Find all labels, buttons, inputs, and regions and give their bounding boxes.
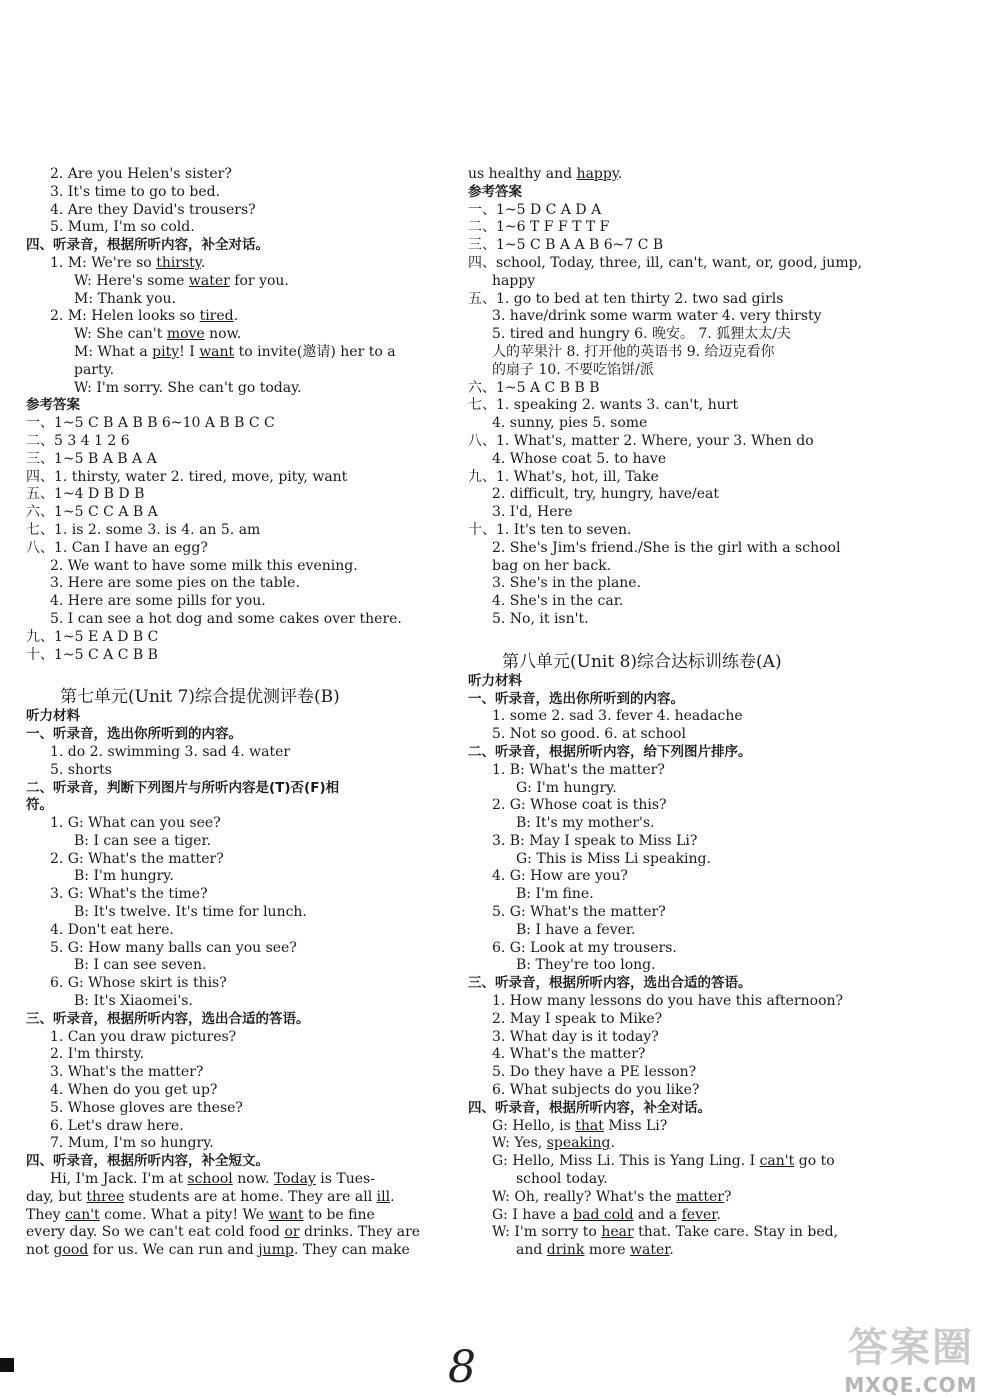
underlined-answer: fever bbox=[681, 1206, 717, 1223]
text-line bbox=[26, 273, 438, 291]
text-line bbox=[468, 762, 880, 780]
text-segment: 一、听录音，选出你所听到的内容。 bbox=[26, 726, 242, 743]
text-segment: W: Yes, bbox=[492, 1135, 547, 1152]
text-line bbox=[26, 1171, 438, 1189]
text-line bbox=[26, 486, 438, 504]
text-segment: 6. G: Whose skirt is this? bbox=[50, 975, 227, 992]
text-segment: 参考答案 bbox=[26, 397, 80, 414]
text-line bbox=[468, 362, 880, 380]
text-segment: 八、1. Can I have an egg? bbox=[26, 539, 208, 556]
text-segment: to be fine bbox=[303, 1206, 375, 1223]
text-line bbox=[26, 904, 438, 922]
text-line bbox=[468, 451, 880, 469]
text-line bbox=[468, 940, 880, 958]
text-segment: 3. What day is it today? bbox=[492, 1028, 659, 1045]
text-line bbox=[26, 1082, 438, 1100]
text-segment: 七、1. is 2. some 3. is 4. an 5. am bbox=[26, 521, 261, 538]
text-segment: 六、1~5 A C B B B bbox=[468, 379, 600, 396]
text-segment: 三、听录音，根据所听内容，选出合适的答语。 bbox=[26, 1010, 310, 1027]
text-line bbox=[468, 708, 880, 726]
text-line bbox=[468, 904, 880, 922]
text-segment: every day. So we can't eat cold food bbox=[26, 1224, 285, 1241]
edge-mark bbox=[0, 1358, 14, 1372]
text-segment: drinks. They are bbox=[299, 1224, 421, 1241]
text-segment: 三、1~5 C B A A B 6~7 C B bbox=[468, 237, 664, 254]
text-segment: 1. Can you draw pictures? bbox=[50, 1028, 237, 1045]
text-segment: 3. She's in the plane. bbox=[492, 575, 642, 592]
text-segment: 2. difficult, try, hungry, have/eat bbox=[492, 486, 719, 503]
text-segment: come. What a pity! We bbox=[99, 1206, 269, 1223]
text-segment: 二、听录音，判断下列图片与所听内容是(T)否(F)相 bbox=[26, 779, 340, 796]
text-line bbox=[26, 255, 438, 273]
text-line bbox=[26, 1118, 438, 1136]
section-heading bbox=[468, 1100, 880, 1118]
text-segment: 符。 bbox=[26, 797, 53, 814]
text-segment: 5. Whose gloves are these? bbox=[50, 1099, 243, 1116]
text-line bbox=[26, 1242, 438, 1260]
text-segment: 1. some 2. sad 3. fever 4. headache bbox=[492, 708, 743, 725]
left-column bbox=[26, 166, 438, 1260]
text-segment: 5. tired and hungry 6. 晚安。 7. 狐狸太太/夫 bbox=[492, 326, 791, 343]
text-segment: Hi, I'm Jack. I'm at bbox=[50, 1171, 188, 1188]
text-segment: 2. We want to have some milk this evening. bbox=[50, 557, 358, 574]
underlined-answer: school bbox=[187, 1171, 233, 1188]
section-heading bbox=[26, 797, 438, 815]
text-line bbox=[468, 780, 880, 798]
text-line bbox=[468, 815, 880, 833]
text-line bbox=[26, 308, 438, 326]
text-segment: for you. bbox=[229, 272, 289, 289]
text-segment: B: I'm hungry. bbox=[74, 868, 174, 885]
text-segment: . bbox=[617, 166, 623, 182]
text-segment: 四、听录音，根据所听内容，补全对话。 bbox=[26, 237, 269, 254]
underlined-answer: move bbox=[166, 326, 205, 343]
underlined-answer: good bbox=[53, 1242, 89, 1259]
text-segment: 九、1. What's, hot, ill, Take bbox=[468, 468, 659, 485]
text-segment: now. bbox=[204, 326, 242, 343]
text-line bbox=[468, 326, 880, 344]
underlined-answer: pity bbox=[152, 343, 180, 360]
text-line bbox=[26, 504, 438, 522]
text-segment: 3. Here are some pies on the table. bbox=[50, 575, 300, 592]
text-segment: bag on her back. bbox=[492, 557, 612, 574]
text-segment: 1. How many lessons do you have this afternoon? bbox=[492, 993, 844, 1010]
text-line bbox=[468, 433, 880, 451]
text-line bbox=[468, 504, 880, 522]
text-line bbox=[26, 166, 438, 184]
text-segment: 四、1. thirsty, water 2. tired, move, pity, want bbox=[26, 468, 348, 485]
text-line bbox=[468, 957, 880, 975]
underlined-answer: want bbox=[268, 1206, 304, 1223]
text-segment: 6. Let's draw here. bbox=[50, 1117, 184, 1134]
text-line bbox=[468, 575, 880, 593]
text-line bbox=[26, 1064, 438, 1082]
text-segment: 十、1~5 C A C B B bbox=[26, 646, 158, 663]
text-segment: 参考答案 bbox=[468, 183, 522, 200]
text-line bbox=[468, 273, 880, 291]
text-line bbox=[468, 486, 880, 504]
text-segment: that. Take care. Stay in bed, bbox=[633, 1224, 839, 1241]
text-line bbox=[26, 184, 438, 202]
text-segment: 7. Mum, I'm so hungry. bbox=[50, 1135, 214, 1152]
text-segment: 听力材料 bbox=[468, 672, 522, 689]
text-segment: not bbox=[26, 1242, 54, 1259]
text-segment: B: It's my mother's. bbox=[516, 815, 655, 832]
text-segment: They bbox=[26, 1206, 65, 1223]
section-gap bbox=[26, 664, 438, 674]
text-segment: G: Hello, is bbox=[492, 1117, 576, 1134]
underlined-answer: water bbox=[630, 1242, 670, 1259]
text-segment: . bbox=[669, 1242, 674, 1259]
text-line bbox=[26, 1224, 438, 1242]
text-segment: 的扇子 10. 不要吃馅饼/派 bbox=[492, 361, 654, 378]
text-segment: B: It's Xiaomei's. bbox=[74, 993, 193, 1010]
text-segment: 第七单元(Unit 7)综合提优测评卷(B) bbox=[60, 687, 340, 708]
text-segment: 人的苹果汁 8. 打开他的英语书 9. 给迈克看你 bbox=[492, 343, 775, 360]
text-line bbox=[26, 344, 438, 362]
text-segment: 4. Here are some pills for you. bbox=[50, 593, 266, 610]
text-segment: us healthy and bbox=[468, 166, 577, 182]
text-segment: . bbox=[390, 1188, 395, 1205]
text-line bbox=[26, 380, 438, 398]
text-segment: B: It's twelve. It's time for lunch. bbox=[74, 904, 307, 921]
text-line bbox=[468, 1224, 880, 1242]
text-line bbox=[468, 851, 880, 869]
text-segment: 2. May I speak to Mike? bbox=[492, 1010, 663, 1027]
text-segment: 4. Whose coat 5. to have bbox=[492, 450, 667, 467]
text-segment: students are at home. They are all bbox=[124, 1188, 377, 1205]
text-line bbox=[26, 469, 438, 487]
text-line bbox=[26, 1135, 438, 1153]
unit-title bbox=[468, 651, 880, 673]
text-line bbox=[26, 415, 438, 433]
text-line bbox=[26, 922, 438, 940]
text-line bbox=[468, 255, 880, 273]
underlined-answer: want bbox=[199, 343, 235, 360]
text-line bbox=[468, 1153, 880, 1171]
text-line bbox=[26, 1207, 438, 1225]
text-line bbox=[468, 1029, 880, 1047]
section-heading bbox=[468, 673, 880, 691]
text-segment: 2. Are you Helen's sister? bbox=[50, 166, 232, 182]
text-segment: W: Here's some bbox=[74, 272, 189, 289]
text-segment: W: I'm sorry to bbox=[492, 1224, 602, 1241]
text-segment: 3. G: What's the time? bbox=[50, 886, 208, 903]
text-line bbox=[468, 833, 880, 851]
text-line bbox=[468, 166, 880, 184]
text-segment: happy bbox=[492, 272, 536, 289]
text-line bbox=[468, 397, 880, 415]
text-segment: 5. G: How many balls can you see? bbox=[50, 939, 297, 956]
text-line bbox=[26, 886, 438, 904]
underlined-answer: water bbox=[188, 272, 230, 289]
section-heading bbox=[468, 691, 880, 709]
text-line bbox=[26, 326, 438, 344]
text-segment: 5. I can see a hot dog and some cakes over there. bbox=[50, 610, 402, 627]
text-segment: W: I'm sorry. She can't go today. bbox=[74, 379, 302, 396]
text-line bbox=[26, 833, 438, 851]
text-line bbox=[468, 202, 880, 220]
text-line bbox=[26, 1029, 438, 1047]
text-line bbox=[26, 202, 438, 220]
text-line bbox=[468, 1046, 880, 1064]
underlined-answer: happy bbox=[576, 166, 618, 182]
text-line bbox=[468, 1207, 880, 1225]
text-segment: . bbox=[233, 308, 239, 325]
text-line bbox=[26, 975, 438, 993]
section-heading bbox=[26, 1011, 438, 1029]
text-segment: 1. M: We're so bbox=[50, 254, 157, 271]
text-line bbox=[26, 522, 438, 540]
text-line bbox=[468, 1242, 880, 1260]
text-segment: . bbox=[200, 254, 206, 271]
text-line bbox=[26, 558, 438, 576]
text-line bbox=[26, 629, 438, 647]
text-segment: is Tues- bbox=[315, 1171, 375, 1188]
text-segment: and a bbox=[633, 1206, 682, 1223]
text-segment: 1. B: What's the matter? bbox=[492, 761, 665, 778]
text-line bbox=[468, 344, 880, 362]
text-line bbox=[468, 922, 880, 940]
text-line bbox=[468, 219, 880, 237]
text-segment: to invite(邀请) her to a bbox=[234, 343, 396, 360]
text-segment: . They can make bbox=[293, 1242, 410, 1259]
text-line bbox=[468, 726, 880, 744]
text-line bbox=[26, 540, 438, 558]
section-heading bbox=[26, 780, 438, 798]
text-segment: 5. Mum, I'm so cold. bbox=[50, 219, 195, 236]
text-line bbox=[468, 308, 880, 326]
text-segment: 5. G: What's the matter? bbox=[492, 904, 666, 921]
text-line bbox=[468, 1171, 880, 1189]
text-segment: more bbox=[584, 1242, 631, 1259]
text-line bbox=[26, 851, 438, 869]
text-segment: W: Oh, really? What's the bbox=[492, 1188, 677, 1205]
text-segment: 三、听录音，根据所听内容，选出合适的答语。 bbox=[468, 975, 752, 992]
section-heading bbox=[468, 975, 880, 993]
text-segment: 第八单元(Unit 8)综合达标训练卷(A) bbox=[502, 651, 782, 672]
text-line bbox=[468, 1135, 880, 1153]
text-segment: 6. What subjects do you like? bbox=[492, 1082, 700, 1099]
section-heading bbox=[26, 237, 438, 255]
section-heading bbox=[468, 184, 880, 202]
text-line bbox=[468, 540, 880, 558]
text-line bbox=[26, 762, 438, 780]
text-segment: G: I have a bbox=[492, 1206, 574, 1223]
text-segment: 3. have/drink some warm water 4. very thirsty bbox=[492, 308, 822, 325]
text-line bbox=[26, 815, 438, 833]
text-line bbox=[468, 469, 880, 487]
text-segment: 听力材料 bbox=[26, 708, 80, 725]
text-segment: 五、1. go to bed at ten thirty 2. two sad girls bbox=[468, 290, 784, 307]
text-segment: now. bbox=[232, 1171, 274, 1188]
section-heading bbox=[26, 708, 438, 726]
text-segment: 4. She's in the car. bbox=[492, 593, 624, 610]
text-segment: 二、听录音，根据所听内容，给下列图片排序。 bbox=[468, 743, 752, 760]
text-line bbox=[26, 451, 438, 469]
underlined-answer: can't bbox=[759, 1153, 795, 1170]
text-line bbox=[468, 522, 880, 540]
underlined-answer: drink bbox=[546, 1242, 585, 1259]
text-segment: 1. do 2. swimming 3. sad 4. water bbox=[50, 743, 291, 760]
text-segment: 1. G: What can you see? bbox=[50, 815, 221, 832]
text-segment: B: They're too long. bbox=[516, 957, 656, 974]
text-line bbox=[468, 291, 880, 309]
text-segment: 四、听录音，根据所听内容，补全对话。 bbox=[468, 1099, 711, 1116]
text-segment: school today. bbox=[516, 1171, 608, 1188]
text-segment: 十、1. It's ten to seven. bbox=[468, 521, 632, 538]
section-heading bbox=[468, 744, 880, 762]
text-segment: W: She can't bbox=[74, 326, 167, 343]
text-line bbox=[26, 433, 438, 451]
text-line bbox=[26, 647, 438, 665]
text-segment: B: I have a fever. bbox=[516, 921, 636, 938]
text-segment: . bbox=[610, 1135, 615, 1152]
text-segment: party. bbox=[74, 361, 115, 378]
text-segment: for us. We can run and bbox=[88, 1242, 259, 1259]
text-segment: 3. What's the matter? bbox=[50, 1064, 204, 1081]
text-segment: G: I'm hungry. bbox=[516, 779, 617, 796]
text-segment: 4. Are they David's trousers? bbox=[50, 201, 256, 218]
text-segment: 2. I'm thirsty. bbox=[50, 1046, 145, 1063]
text-line bbox=[468, 1011, 880, 1029]
text-segment: 六、1~5 C C A B A bbox=[26, 504, 158, 521]
text-segment: B: I'm fine. bbox=[516, 886, 594, 903]
text-segment: 四、school, Today, three, ill, can't, want, or, good, jump, bbox=[468, 254, 863, 271]
text-segment: 七、1. speaking 2. wants 3. can't, hurt bbox=[468, 397, 739, 414]
underlined-answer: bad cold bbox=[573, 1206, 634, 1223]
underlined-answer: can't bbox=[65, 1206, 100, 1223]
text-segment: 5. No, it isn't. bbox=[492, 610, 589, 627]
text-segment: B: I can see a tiger. bbox=[74, 832, 212, 849]
text-segment: 4. Don't eat here. bbox=[50, 921, 174, 938]
text-segment: 5. shorts bbox=[50, 761, 112, 778]
text-segment: 3. B: May I speak to Miss Li? bbox=[492, 832, 698, 849]
text-line bbox=[468, 558, 880, 576]
text-line bbox=[26, 744, 438, 762]
text-segment: ? bbox=[723, 1188, 732, 1205]
text-segment: M: What a bbox=[74, 343, 153, 360]
text-line bbox=[468, 1189, 880, 1207]
right-column bbox=[468, 166, 880, 1260]
underlined-answer: jump bbox=[258, 1242, 294, 1259]
text-line bbox=[468, 1082, 880, 1100]
text-line bbox=[468, 611, 880, 629]
underlined-answer: hear bbox=[601, 1224, 634, 1241]
watermark bbox=[836, 1316, 986, 1397]
text-segment: 4. sunny, pies 5. some bbox=[492, 415, 648, 432]
text-segment: 2. G: What's the matter? bbox=[50, 850, 224, 867]
text-segment: 5. Not so good. 6. at school bbox=[492, 726, 686, 743]
text-segment: B: I can see seven. bbox=[74, 957, 207, 974]
text-segment: 4. When do you get up? bbox=[50, 1082, 218, 1099]
text-line bbox=[26, 291, 438, 309]
text-line bbox=[468, 886, 880, 904]
text-segment: 4. What's the matter? bbox=[492, 1046, 646, 1063]
text-line bbox=[26, 219, 438, 237]
text-line bbox=[26, 1100, 438, 1118]
text-segment: 八、1. What's, matter 2. Where, your 3. When do bbox=[468, 432, 814, 449]
text-line bbox=[26, 575, 438, 593]
section-heading bbox=[26, 726, 438, 744]
underlined-answer: speaking bbox=[546, 1135, 611, 1152]
text-line bbox=[26, 993, 438, 1011]
text-segment: . bbox=[716, 1206, 721, 1223]
watermark-url: MXQE.COM bbox=[844, 1373, 978, 1397]
text-segment: and bbox=[516, 1242, 547, 1259]
text-line bbox=[26, 940, 438, 958]
text-segment: 二、5 3 4 1 2 6 bbox=[26, 432, 130, 449]
underlined-answer: tired bbox=[199, 308, 234, 325]
text-line bbox=[26, 593, 438, 611]
text-line bbox=[468, 237, 880, 255]
text-line bbox=[26, 1189, 438, 1207]
text-segment: 2. M: Helen looks so bbox=[50, 308, 200, 325]
text-segment: M: Thank you. bbox=[74, 290, 176, 307]
text-segment: Miss Li? bbox=[603, 1117, 668, 1134]
text-line bbox=[468, 993, 880, 1011]
text-segment: 2. G: Whose coat is this? bbox=[492, 797, 667, 814]
text-line bbox=[468, 1064, 880, 1082]
section-gap bbox=[468, 629, 880, 639]
text-line bbox=[26, 611, 438, 629]
text-segment: 4. G: How are you? bbox=[492, 868, 628, 885]
text-segment: 5. Do they have a PE lesson? bbox=[492, 1064, 697, 1081]
text-line bbox=[468, 1118, 880, 1136]
text-segment: 二、1~6 T F F T T F bbox=[468, 219, 610, 236]
unit-title bbox=[26, 686, 438, 708]
text-segment: 一、听录音，选出你所听到的内容。 bbox=[468, 690, 684, 707]
underlined-answer: ill bbox=[376, 1188, 391, 1205]
text-segment: 6. G: Look at my trousers. bbox=[492, 939, 677, 956]
text-segment: go to bbox=[794, 1153, 835, 1170]
text-line bbox=[26, 957, 438, 975]
text-line bbox=[26, 868, 438, 886]
text-line bbox=[468, 380, 880, 398]
text-line bbox=[468, 868, 880, 886]
text-segment: 3. I'd, Here bbox=[492, 504, 573, 521]
underlined-answer: or bbox=[284, 1224, 300, 1241]
text-segment: 四、听录音，根据所听内容，补全短文。 bbox=[26, 1153, 269, 1170]
text-line bbox=[468, 415, 880, 433]
underlined-answer: thirsty bbox=[156, 254, 201, 271]
text-segment: 一、1~5 D C A D A bbox=[468, 201, 602, 218]
text-segment: 3. It's time to go to bed. bbox=[50, 183, 221, 200]
text-segment: ! I bbox=[179, 343, 200, 360]
text-line bbox=[26, 1046, 438, 1064]
text-segment: day, but bbox=[26, 1188, 87, 1205]
text-line bbox=[26, 362, 438, 380]
text-segment: G: Hello, Miss Li. This is Yang Ling. I bbox=[492, 1153, 760, 1170]
section-heading bbox=[26, 1153, 438, 1171]
text-segment: 三、1~5 B A B A A bbox=[26, 450, 157, 467]
underlined-answer: matter bbox=[676, 1188, 724, 1205]
section-heading bbox=[26, 397, 438, 415]
text-segment: 九、1~5 E A D B C bbox=[26, 628, 159, 645]
text-segment: 一、1~5 C B A B B 6~10 A B B C C bbox=[26, 415, 275, 432]
text-segment: 五、1~4 D B D B bbox=[26, 486, 145, 503]
underlined-answer: three bbox=[86, 1188, 125, 1205]
watermark-logo: 答案圈 bbox=[848, 1325, 974, 1371]
underlined-answer: that bbox=[575, 1117, 604, 1134]
underlined-answer: Today bbox=[273, 1171, 316, 1188]
text-line bbox=[468, 797, 880, 815]
page-number: 8 bbox=[448, 1342, 476, 1393]
text-line bbox=[468, 593, 880, 611]
text-segment: G: This is Miss Li speaking. bbox=[516, 850, 711, 867]
text-segment: 2. She's Jim's friend./She is the girl with a school bbox=[492, 539, 841, 556]
